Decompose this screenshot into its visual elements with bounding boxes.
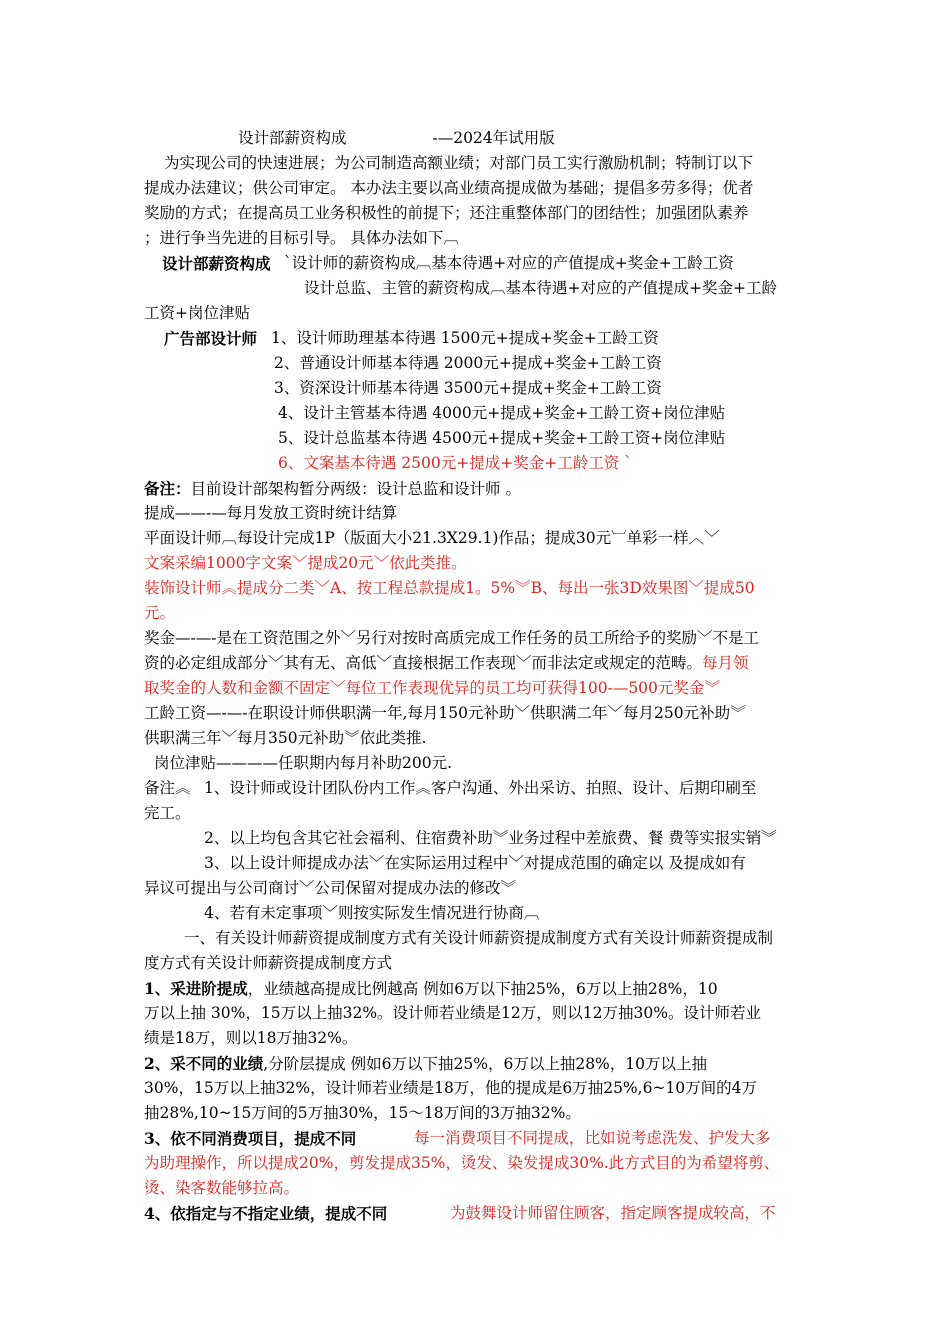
method-3-line: 为助理操作，所以提成20%，剪发提成35%，烫发、染发提成30%.此方式目的为希望将剪、 [144, 1154, 780, 1172]
note1-line [144, 476, 521, 502]
post-allowance: 岗位津贴————任职期内每月补助200元. [154, 754, 453, 772]
note1-label: 备注： [144, 479, 191, 498]
section1-heading: 一、有关设计师薪资提成制度方式有关设计师薪资提成制度方式有关设计师薪资提成制 [184, 929, 774, 947]
notes2-item: 4、若有未定事项﹀则按实际发生情况进行协商︹ [204, 904, 540, 922]
notes2-item: 完工。 [144, 804, 191, 822]
notes2-label: 备注︽ [144, 779, 191, 797]
method-1-line: 绩是18万，则以18万抽32%。 [144, 1029, 358, 1047]
method-2-line: 30%，15万以上抽32%，设计师若业绩是18万，他的提成是6万抽25%,6~10万间的4万 [144, 1079, 758, 1097]
method-1-line [144, 976, 718, 1002]
bonus-line: 奖金—-—-是在工资范围之外﹀另行对按时高质完成工作任务的员工所给予的奖励﹀不是工 [144, 629, 759, 647]
method-2-line [144, 1051, 707, 1077]
ad-dept-label: 广告部设计师 [164, 329, 258, 348]
bonus-text-red: 每月领 [702, 654, 749, 672]
notes2-item: 异议可提出与公司商讨﹀公司保留对提成办法的修改︾ [144, 879, 517, 897]
copywriter-rule: 文案采编1000字文案﹀提成20元﹀依此类推。 [144, 554, 467, 572]
graphic-designer-rule: 平面设计师︹每设计完成1P（版面大小21.3X29.1)作品；提成30元︺单彩一样︿﹀ [144, 529, 720, 547]
note1-text: 目前设计部架构暂分两级：设计总监和设计师 。 [190, 480, 521, 498]
bonus-line [144, 651, 749, 676]
method-1-text: ，业绩越高提成比例越高 例如6万以下抽25%，6万以上抽28%，10 [247, 980, 718, 998]
structure-label: 设计部薪资构成 [162, 254, 271, 273]
structure-line: 设计总监、主管的薪资构成︹基本待遇+对应的产值提成+奖金+工龄 [304, 279, 777, 297]
seniority-line: 供职满三年﹀每月350元补助︾依此类推. [144, 729, 427, 747]
intro-line: 为实现公司的快速进展；为公司制造高额业绩；对部门员工实行激励机制；特制订以下 [164, 154, 754, 172]
salary-item: 1、设计师助理基本待遇 1500元+提成+奖金+工龄工资 [271, 329, 659, 347]
method-4-line: 为鼓舞设计师留住顾客，指定顾客提成较高，不 [450, 1204, 776, 1222]
notes2-item: 3、以上设计师提成办法﹀在实际运用过程中﹀对提成范围的确定以 及提成如有 [204, 854, 746, 872]
doc-title-line [238, 126, 555, 151]
section1-heading: 度方式有关设计师薪资提成制度方式 [144, 954, 393, 972]
salary-item: 5、设计总监基本待遇 4500元+提成+奖金+工龄工资+岗位津贴 [278, 429, 726, 447]
salary-item: 3、资深设计师基本待遇 3500元+提成+奖金+工龄工资 [274, 379, 662, 397]
bonus-line: 取奖金的人数和金额不固定﹀每位工作表现优异的员工均可获得100-—500元奖金︾ [144, 679, 720, 697]
commission-header: 提成——-—每月发放工资时统计结算 [144, 504, 398, 522]
notes2-item: 1、设计师或设计团队份内工作︽客户沟通、外出采访、拍照、设计、后期印刷至 [204, 779, 757, 797]
method-3-head: 3、依不同消费项目，提成不同 [144, 1129, 357, 1148]
structure-line: 工资+岗位津贴 [144, 304, 250, 322]
doc-subtitle: -—2024年试用版 [432, 129, 555, 147]
method-3-line: 每一消费项目不同提成，比如说考虑洗发、护发大多 [414, 1129, 771, 1147]
method-2-head: 2、采不同的业绩 [144, 1054, 264, 1073]
structure-line: `设计师的薪资构成︹基本待遇+对应的产值提成+奖金+工龄工资 [284, 254, 734, 272]
method-1-head: 1、采进阶提成 [144, 979, 248, 998]
salary-item: 2、普通设计师基本待遇 2000元+提成+奖金+工龄工资 [274, 354, 662, 372]
intro-line: 奖励的方式；在提高员工业务积极性的前提下；还注重整体部门的团结性；加强团队素养 [144, 204, 749, 222]
method-1-line: 万以上抽 30%，15万以上抽32%。设计师若业绩是12万，则以12万抽30%。设计师若业 [144, 1004, 761, 1022]
decor-rule: 装饰设计师︽提成分二类﹀A、按工程总款提成1。5%︾B、每出一张3D效果图﹀提成50 [144, 579, 755, 597]
decor-rule: 元。 [144, 604, 176, 622]
notes2-item: 2、以上均包含其它社会福利、住宿费补助︾业务过程中差旅费、餐 费等实报实销︾ [204, 829, 777, 847]
seniority-line: 工龄工资—-—-在职设计师供职满一年,每月150元补助﹀供职满二年﹀每月250元补助︾ [144, 704, 746, 722]
salary-item: 6、文案基本待遇 2500元+提成+奖金+工龄工资 ` [278, 454, 632, 472]
method-3-line: 烫、染客数能够拉高。 [144, 1179, 300, 1197]
bonus-text: 资的必定组成部分﹀其有无、高低﹀直接根据工作表现﹀而非法定或规定的范畴。 [144, 654, 703, 672]
intro-line: ；进行争当先进的目标引导。 具体办法如下︹ [144, 229, 459, 247]
method-4-head: 4、依指定与不指定业绩，提成不同 [144, 1204, 388, 1223]
salary-item: 4、设计主管基本待遇 4000元+提成+奖金+工龄工资+岗位津贴 [278, 404, 726, 422]
doc-title: 设计部薪资构成 [238, 129, 347, 147]
method-2-text: ,分阶层提成 例如6万以下抽25%，6万以上抽28%，10万以上抽 [263, 1055, 708, 1073]
method-2-line: 抽28%,10~15万间的5万抽30%，15～18万间的3万抽32%。 [144, 1104, 581, 1122]
intro-line: 提成办法建议；供公司审定。 本办法主要以高业绩高提成做为基础；提倡多劳多得；优者 [144, 179, 754, 197]
